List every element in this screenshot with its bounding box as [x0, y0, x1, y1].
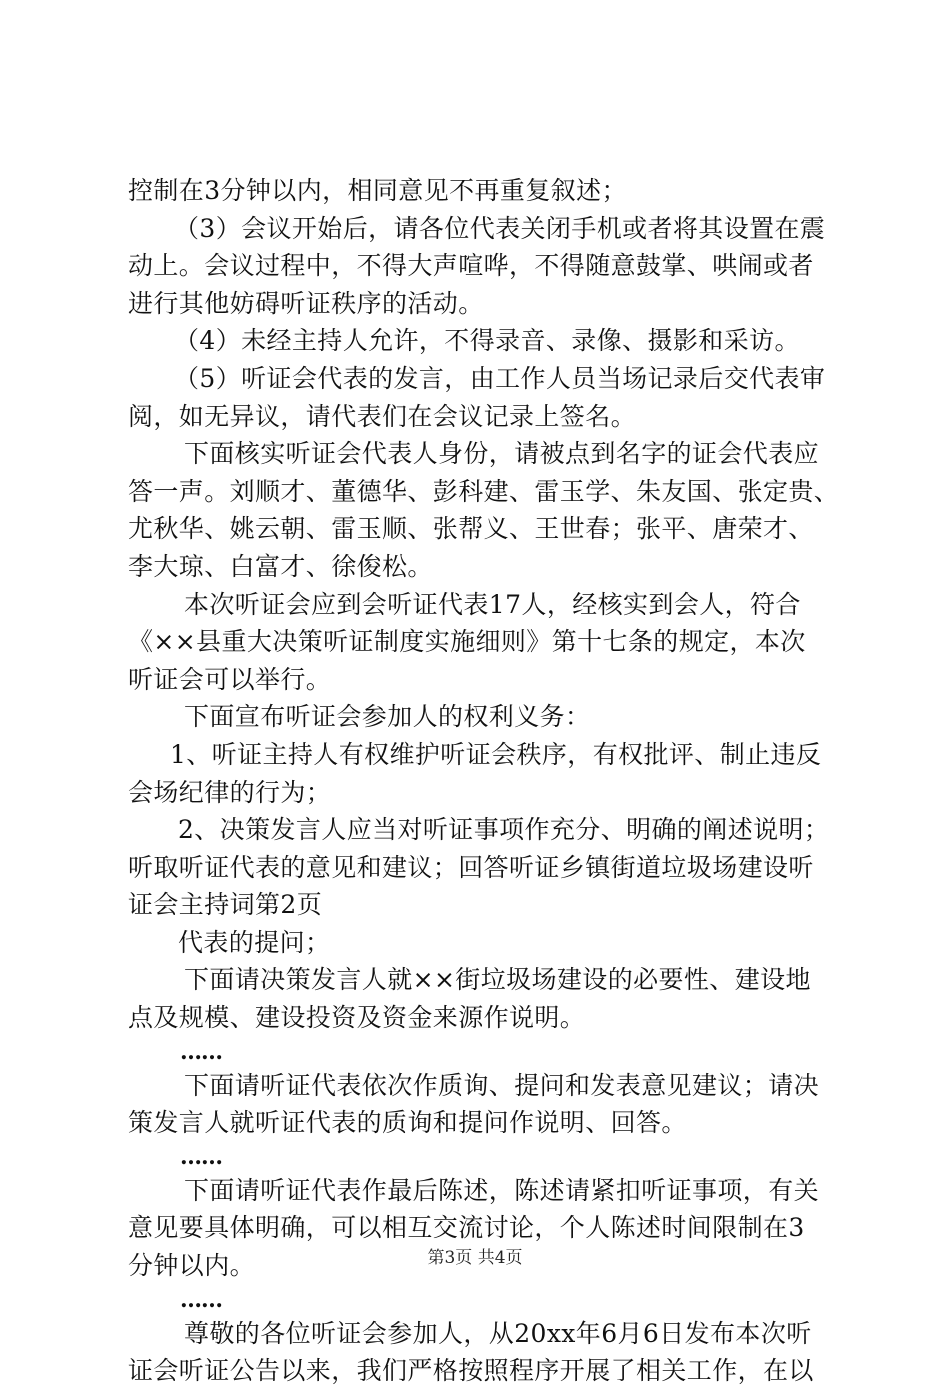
- text-line: 分钟以内。: [128, 1251, 256, 1281]
- text-line: 下面请决策发言人就××街垃圾场建设的必要性、建设地: [184, 965, 811, 995]
- text-line: （4）未经主持人允许，不得录音、录像、摄影和采访。: [174, 326, 800, 356]
- text-line: 尤秋华、姚云朝、雷玉顺、张帮义、王世春；张平、唐荣才、: [128, 514, 814, 544]
- text-line: 证会主持词第2页: [128, 890, 323, 920]
- ellipsis-marker: ……: [180, 1286, 222, 1313]
- text-line: 本次听证会应到会听证代表17人，经核实到会人，符合: [184, 589, 801, 619]
- document-body: [128, 172, 840, 1390]
- text-line: 1、听证主持人有权维护听证会秩序，有权批评、制止违反: [170, 739, 822, 769]
- text-line: 答一声。刘顺才、董德华、彭科建、雷玉学、朱友国、张定贵、: [128, 476, 840, 506]
- text-line: 李大琼、白富才、徐俊松。: [128, 551, 433, 581]
- ellipsis-marker: ……: [180, 1143, 222, 1170]
- text-line: 《××县重大决策听证制度实施细则》第十七条的规定，本次: [128, 627, 806, 657]
- page-footer: 第3页 共4页: [427, 1248, 523, 1268]
- text-line: 下面宣布听证会参加人的权利义务：: [184, 702, 591, 732]
- text-line: 下面请听证代表作最后陈述，陈述请紧扣听证事项，有关: [184, 1175, 820, 1205]
- text-line: 证会听证公告以来，我们严格按照程序开展了相关工作，在以: [128, 1356, 814, 1386]
- text-line: 策发言人就听证代表的质询和提问作说明、回答。: [128, 1108, 687, 1138]
- ellipsis-marker: ……: [180, 1038, 222, 1065]
- text-line: 意见要具体明确，可以相互交流讨论，个人陈述时间限制在3: [128, 1213, 805, 1243]
- text-line: 动上。会议过程中，不得大声喧哗，不得随意鼓掌、哄闹或者: [128, 251, 814, 281]
- text-line: 下面请听证代表依次作质询、提问和发表意见建议；请决: [184, 1070, 820, 1100]
- text-line: （3）会议开始后，请各位代表关闭手机或者将其设置在震: [174, 213, 826, 243]
- text-line: 听取听证代表的意见和建议；回答听证乡镇街道垃圾场建设听: [128, 852, 814, 882]
- text-line: 尊敬的各位听证会参加人，从20xx年6月6日发布本次听: [184, 1318, 812, 1348]
- text-line: 下面核实听证会代表人身份，请被点到名字的证会代表应: [184, 439, 820, 469]
- text-line: 进行其他妨碍听证秩序的活动。: [128, 288, 484, 318]
- text-line: 阅，如无异议，请代表们在会议记录上签名。: [128, 401, 637, 431]
- text-line: 点及规模、建设投资及资金来源作说明。: [128, 1003, 586, 1033]
- text-line: 2、决策发言人应当对听证事项作充分、明确的阐述说明；: [178, 815, 830, 845]
- text-line: 控制在3分钟以内，相同意见不再重复叙述；: [128, 176, 627, 205]
- text-line: 听证会可以举行。: [128, 664, 332, 694]
- text-line: （5）听证会代表的发言，由工作人员当场记录后交代表审: [174, 363, 826, 393]
- text-line: 会场纪律的行为；: [128, 777, 332, 807]
- text-line: 代表的提问；: [178, 927, 331, 957]
